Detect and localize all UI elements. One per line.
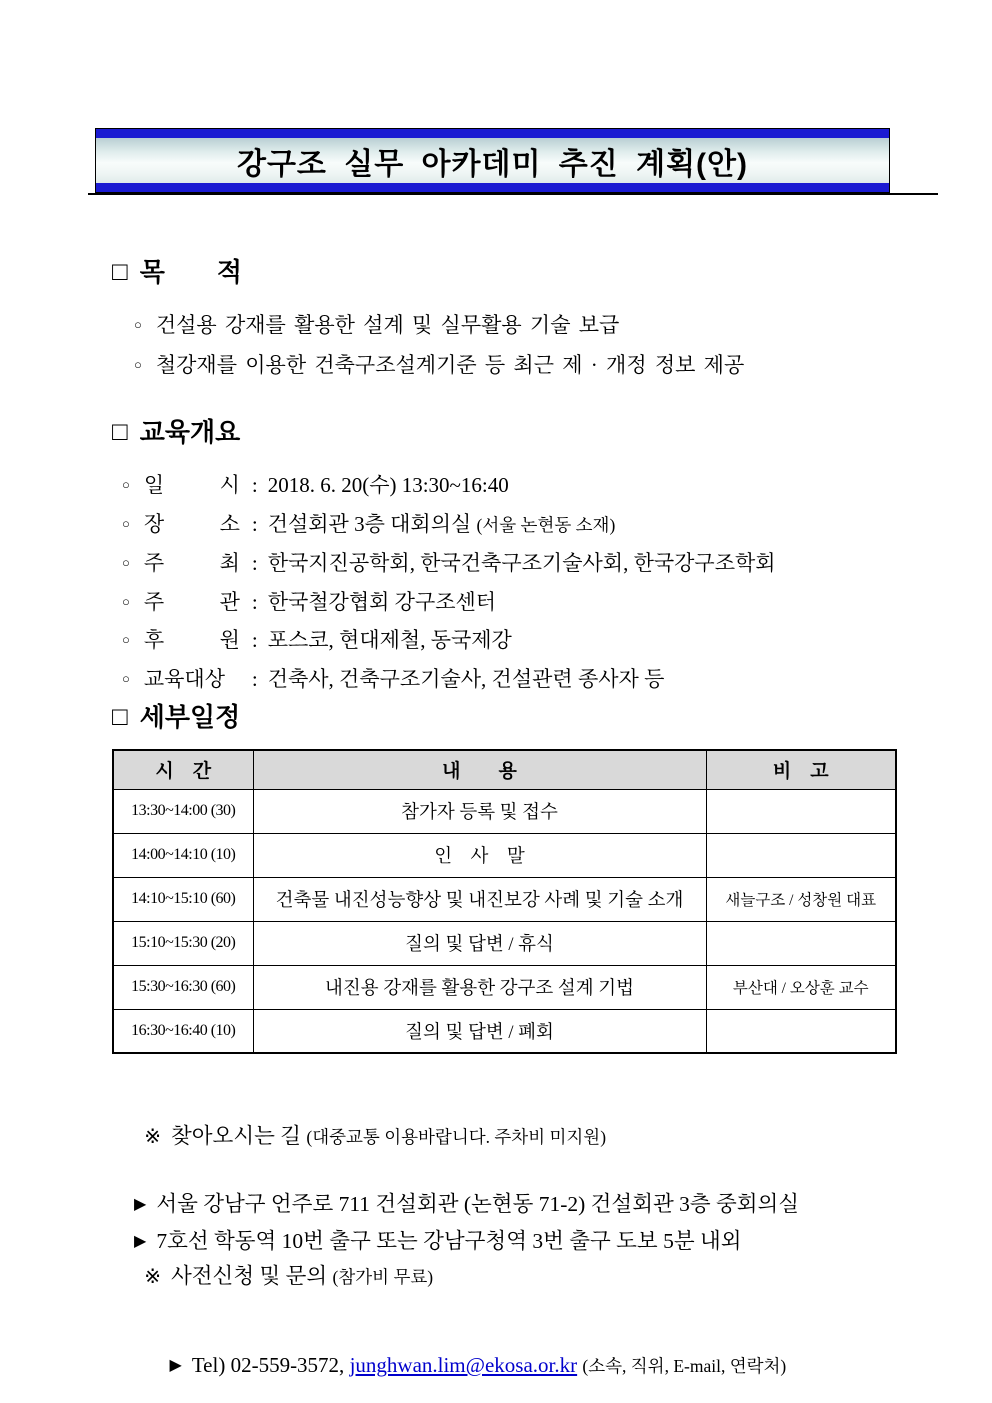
reference-mark-icon: ※ bbox=[144, 1266, 162, 1288]
purpose-heading-label: 목 적 bbox=[139, 257, 242, 287]
separator: : bbox=[251, 666, 258, 691]
directions-heading-label: 찾아오시는 길 bbox=[171, 1124, 302, 1148]
directions-item-text: 서울 강남구 언주로 711 건설회관 (논현동 71-2) 건설회관 3층 중회의실 bbox=[156, 1192, 800, 1216]
separator: : bbox=[251, 589, 258, 614]
field-note: (서울 논현동 소재) bbox=[476, 514, 616, 535]
list-item bbox=[134, 1186, 799, 1223]
field-label: 후 원 bbox=[143, 628, 240, 653]
time-cell: 14:00~14:10 (10) bbox=[113, 833, 253, 877]
list-item bbox=[122, 660, 776, 699]
circle-bullet-icon: ○ bbox=[122, 593, 130, 609]
field-label: 주 최 bbox=[143, 551, 240, 576]
schedule-heading bbox=[112, 697, 897, 734]
contact-line bbox=[112, 1328, 786, 1403]
banner-top-bar bbox=[96, 129, 889, 138]
separator: : bbox=[251, 628, 258, 653]
table-row bbox=[113, 1009, 896, 1053]
field-label: 일 시 bbox=[143, 473, 240, 497]
phone-number: Tel) 02-559-3572, bbox=[191, 1353, 345, 1377]
registration-note: (참가비 무료) bbox=[332, 1267, 434, 1287]
field-label: 장 소 bbox=[143, 511, 240, 536]
table-row bbox=[113, 877, 896, 921]
table-row bbox=[113, 921, 896, 965]
field-value: 한국지진공학회, 한국건축구조기술사회, 한국강구조학회 bbox=[267, 551, 776, 576]
arrow-bullet-icon: ▶ bbox=[134, 1233, 147, 1250]
field-value: 건설회관 3층 대회의실 bbox=[267, 511, 472, 536]
square-marker-icon: □ bbox=[112, 415, 128, 446]
table-row bbox=[113, 965, 896, 1009]
field-value: 2018. 6. 20(수) 13:30~16:40 bbox=[267, 473, 509, 497]
list-item bbox=[122, 505, 776, 545]
content-cell: 건축물 내진성능향상 및 내진보강 사례 및 기술 소개 bbox=[253, 877, 706, 921]
document-title: 강구조 실무 아카데미 추진 계획(안) bbox=[236, 147, 749, 181]
banner-bottom-bar bbox=[96, 183, 889, 192]
time-cell: 13:30~14:00 (30) bbox=[113, 789, 253, 833]
note-cell bbox=[706, 833, 896, 877]
note-cell bbox=[706, 789, 896, 833]
contact-note: (소속, 직위, E-mail, 연락처) bbox=[582, 1356, 787, 1376]
separator: : bbox=[251, 473, 258, 497]
column-header-note: 비 고 bbox=[706, 750, 896, 789]
content-cell: 참가자 등록 및 접수 bbox=[253, 789, 706, 833]
column-header-time: 시 간 bbox=[113, 750, 253, 789]
circle-bullet-icon: ○ bbox=[122, 477, 130, 492]
note-cell: 새늘구조 / 성창원 대표 bbox=[706, 877, 896, 921]
list-item bbox=[122, 583, 776, 622]
list-item bbox=[134, 345, 744, 385]
content-cell: 질의 및 답변 / 폐회 bbox=[253, 1009, 706, 1053]
circle-bullet-icon: ○ bbox=[122, 632, 130, 648]
note-cell bbox=[706, 921, 896, 965]
content-cell: 내진용 강재를 활용한 강구조 설계 기법 bbox=[253, 965, 706, 1009]
purpose-item-text: 철강재를 이용한 건축구조설계기준 등 최근 제 · 개정 정보 제공 bbox=[155, 353, 745, 377]
section-schedule bbox=[112, 697, 897, 1054]
note-cell bbox=[706, 1009, 896, 1053]
circle-bullet-icon: ○ bbox=[122, 670, 130, 686]
banner-body bbox=[96, 138, 889, 183]
field-value: 건축사, 건축구조기술사, 건설관련 종사자 등 bbox=[267, 666, 665, 691]
list-item bbox=[122, 621, 776, 660]
time-cell: 16:30~16:40 (10) bbox=[113, 1009, 253, 1053]
schedule-table bbox=[112, 749, 897, 1054]
separator: : bbox=[251, 551, 258, 576]
schedule-heading-label: 세부일정 bbox=[139, 702, 241, 732]
registration-heading bbox=[112, 1234, 786, 1315]
section-overview bbox=[112, 412, 776, 699]
reference-mark-icon: ※ bbox=[144, 1126, 162, 1148]
circle-bullet-icon: ○ bbox=[134, 317, 142, 332]
time-cell: 14:10~15:10 (60) bbox=[113, 877, 253, 921]
circle-bullet-icon: ○ bbox=[134, 357, 142, 372]
registration-heading-label: 사전신청 및 문의 bbox=[171, 1264, 328, 1288]
note-cell: 부산대 / 오상훈 교수 bbox=[706, 965, 896, 1009]
circle-bullet-icon: ○ bbox=[122, 555, 130, 571]
purpose-heading bbox=[112, 252, 744, 289]
field-value: 한국철강협회 강구조센터 bbox=[267, 589, 497, 614]
list-item bbox=[122, 544, 776, 583]
separator: : bbox=[251, 511, 258, 536]
field-value: 포스코, 현대제철, 동국제강 bbox=[267, 628, 512, 653]
time-cell: 15:30~16:30 (60) bbox=[113, 965, 253, 1009]
overview-list bbox=[112, 466, 776, 699]
square-marker-icon: □ bbox=[112, 255, 128, 286]
purpose-item-text: 건설용 강재를 활용한 설계 및 실무활용 기술 보급 bbox=[155, 313, 620, 337]
table-row bbox=[113, 833, 896, 877]
overview-heading-label: 교육개요 bbox=[139, 417, 241, 447]
time-cell: 15:10~15:30 (20) bbox=[113, 921, 253, 965]
arrow-bullet-icon: ▶ bbox=[169, 1357, 182, 1374]
field-label: 교육대상 bbox=[143, 666, 226, 691]
email-link[interactable]: junghwan.lim@ekosa.or.kr bbox=[349, 1353, 578, 1377]
square-marker-icon: □ bbox=[112, 700, 128, 731]
content-cell: 인 사 말 bbox=[253, 833, 706, 877]
title-banner bbox=[95, 128, 890, 193]
table-header-row bbox=[113, 750, 896, 789]
field-label: 주 관 bbox=[143, 589, 240, 614]
content-cell: 질의 및 답변 / 휴식 bbox=[253, 921, 706, 965]
arrow-bullet-icon: ▶ bbox=[134, 1196, 147, 1213]
overview-heading bbox=[112, 412, 776, 449]
directions-item-text: 7호선 학동역 10번 출구 또는 강남구청역 3번 출구 도보 5분 내외 bbox=[156, 1229, 742, 1253]
table-row bbox=[113, 789, 896, 833]
circle-bullet-icon: ○ bbox=[122, 515, 130, 531]
purpose-list bbox=[112, 305, 744, 385]
column-header-content: 내 용 bbox=[253, 750, 706, 789]
directions-note: (대중교통 이용바랍니다. 주차비 미지원) bbox=[306, 1127, 607, 1147]
section-purpose bbox=[112, 252, 744, 385]
directions-heading bbox=[112, 1094, 799, 1175]
list-item bbox=[122, 466, 776, 505]
list-item bbox=[134, 305, 744, 345]
section-registration bbox=[112, 1234, 786, 1403]
